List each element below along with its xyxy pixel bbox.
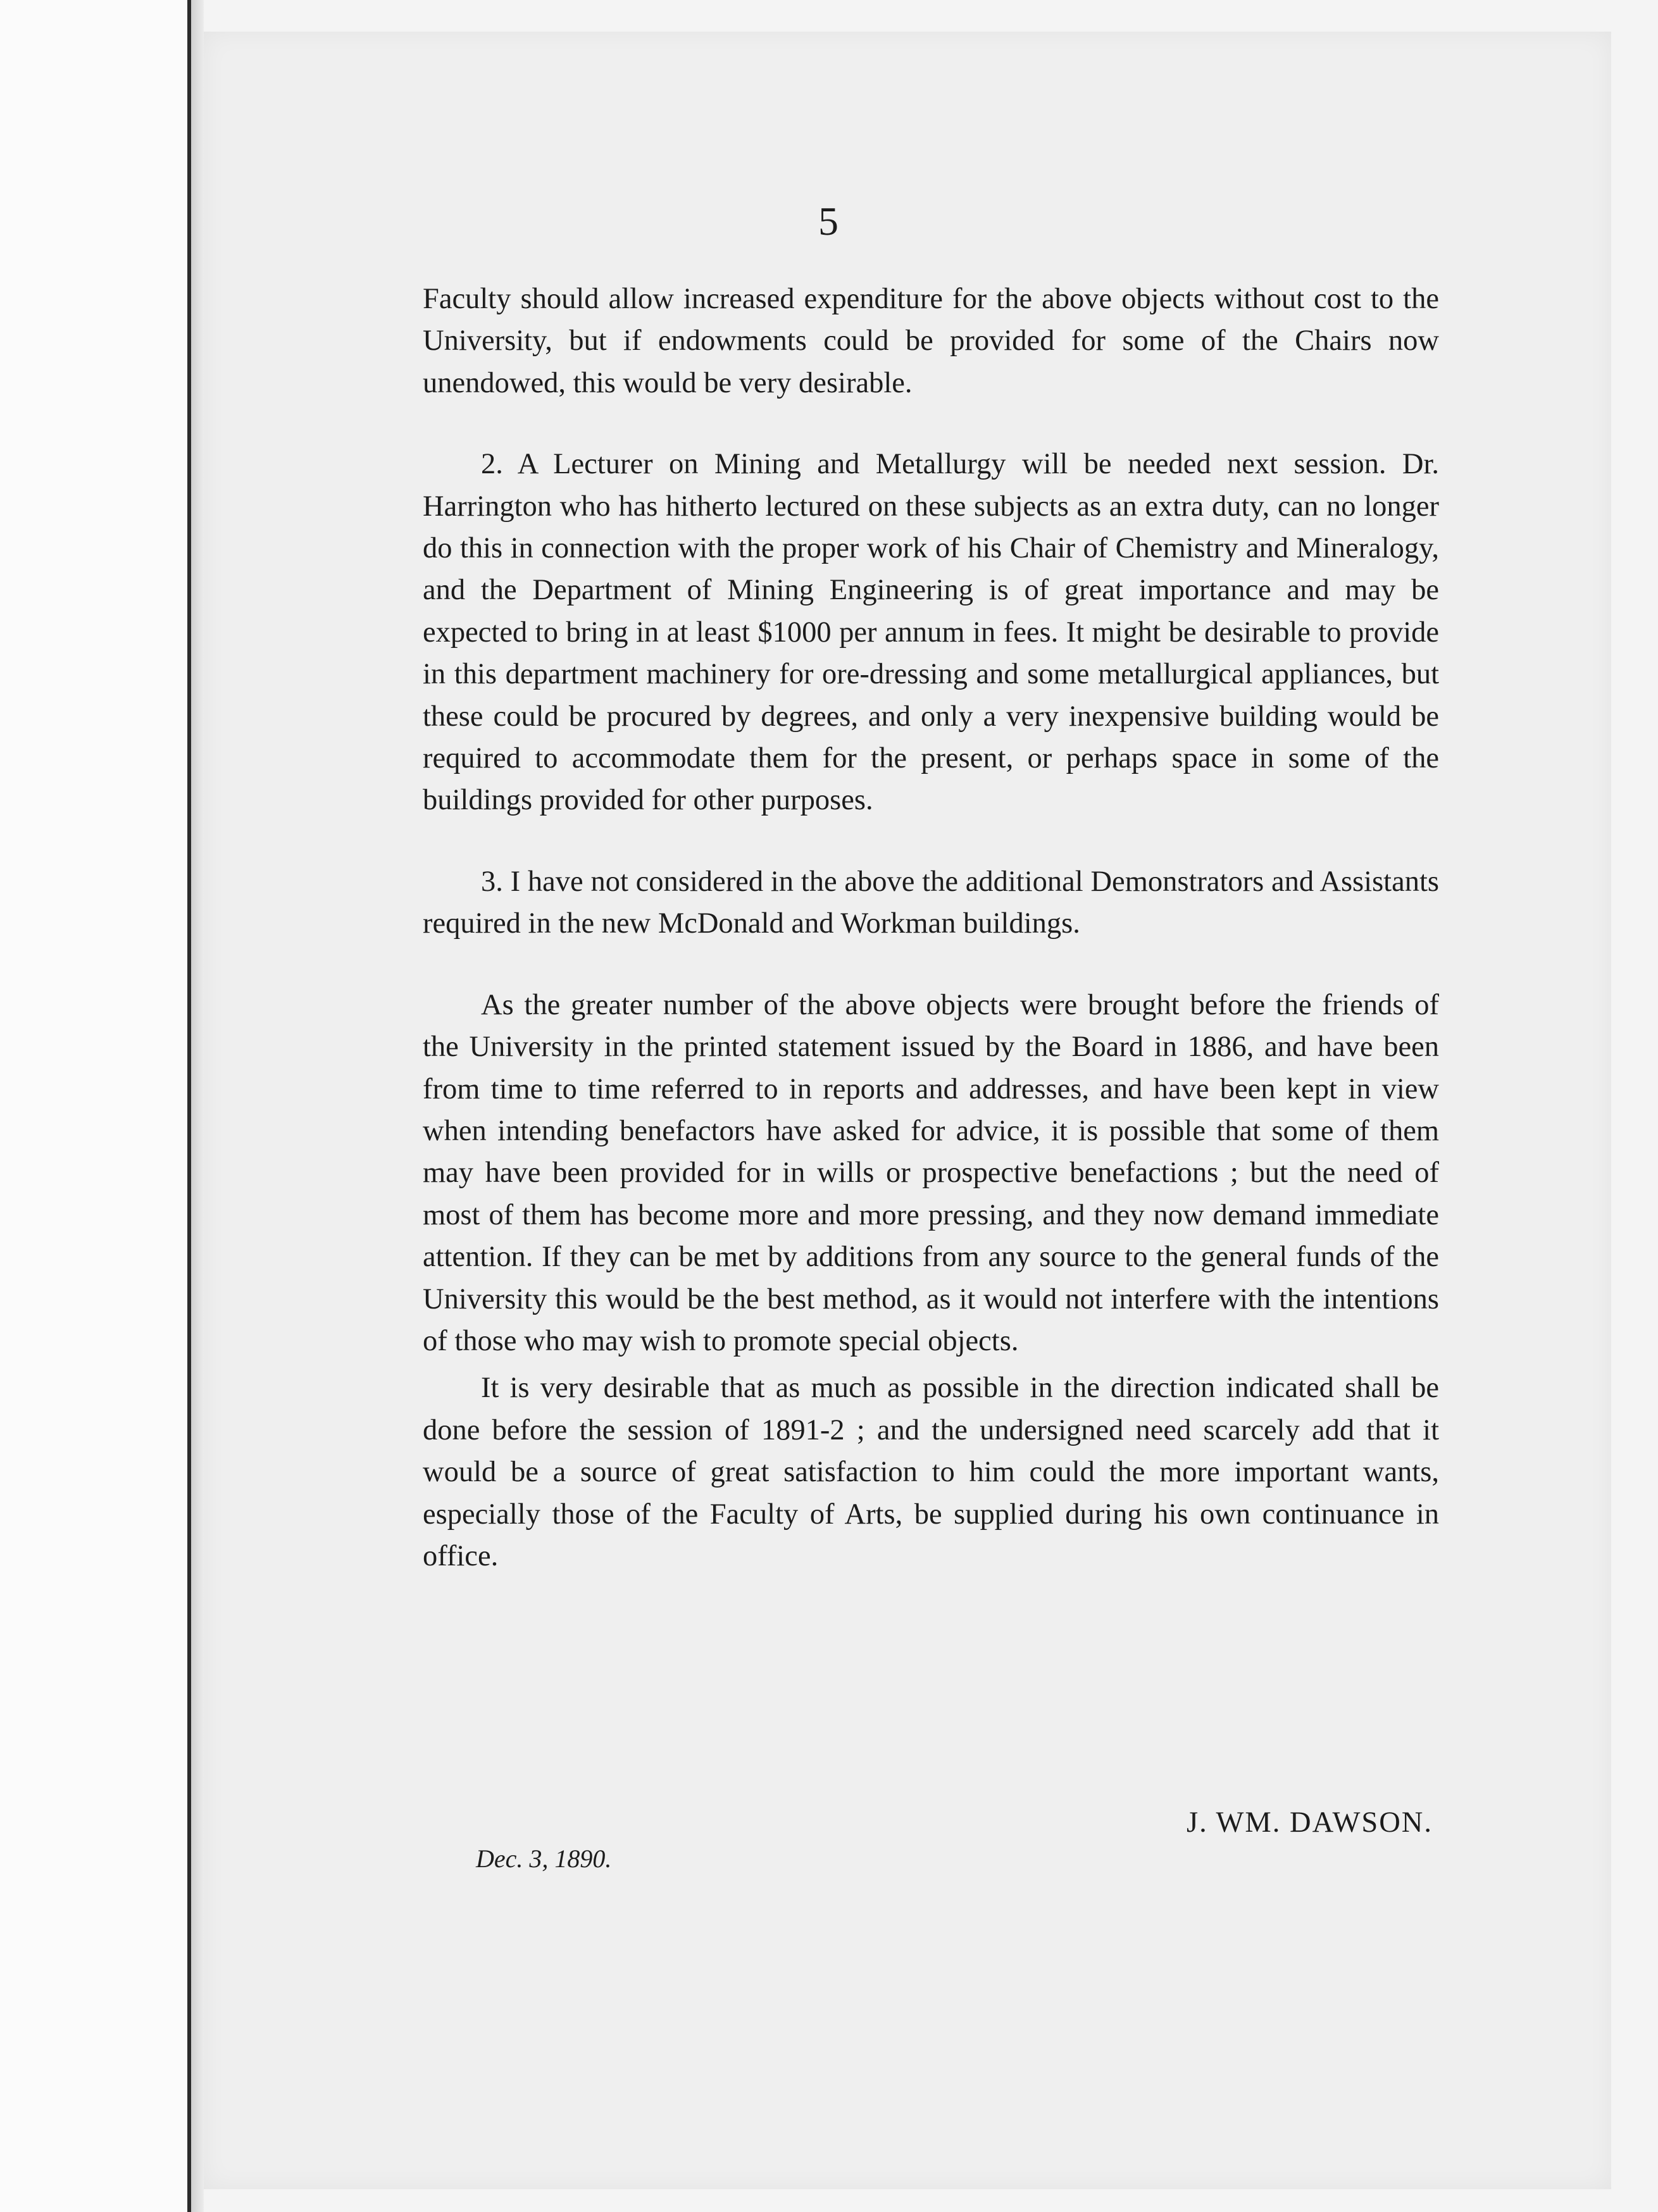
paragraph-closing: It is very desirable that as much as possible in the direction indicated shall be done before the session of 1891-2 ; and the undersigned need scarcely add that it would be a source of great satisfaction to him could the more important wants, especially those of the Faculty of Arts, be supplied during his own continuance in office. <box>423 1372 1439 1572</box>
body-text <box>423 278 1439 1577</box>
paragraph-demonstrators: 3. I have not considered in the above the additional Demonstrators and Assistants required in the new McDonald and Workman buildings. <box>423 865 1439 940</box>
signature: J. WM. DAWSON. <box>1187 1806 1433 1839</box>
date-line: Dec. 3, 1890. <box>476 1844 612 1873</box>
binding-shadow <box>191 0 204 2212</box>
left-margin <box>0 0 190 2212</box>
page-number: 5 <box>818 199 840 244</box>
paragraph-continuation: Faculty should allow increased expenditure for the above objects without cost to the University, but if endowments could be provided for some of the Chairs now unendowed, this would be very desirable. <box>423 283 1439 399</box>
paragraph-mining-lecturer: 2. A Lecturer on Mining and Metallurgy will be needed next session. Dr. Harrington who has hitherto lectured on these subjects as an extra duty, can no longer do this in connection with the proper work of his Chair of Chemistry and Mineralogy, and the Department of Mining Engineering is of great importance and may be expected to bring in at least $1000 per annum in fees. It might be desirable to provide in this department machinery for ore-dressing and some metallurgical appliances, but these could be procured by degrees, and only a very inexpensive building would be required to accommodate them for the present, or perhaps space in some of the buildings provided for other purposes. <box>423 448 1439 817</box>
paragraph-objects-statement: As the greater number of the above objects were brought before the friends of the University in the printed statement issued by the Board in 1886, and have been from time to time referred to in reports and addresses, and have been kept in view when intending benefactors have asked for advice, it is possible that some of them may have been provided for in wills or prospective benefactions ; but the need of most of them has become more and more pressing, and they now demand immediate attention. If they can be met by additions from any source to the general funds of the University this would be the best method, as it would not interfere with the intentions of those who may wish to promote special objects. <box>423 988 1439 1357</box>
